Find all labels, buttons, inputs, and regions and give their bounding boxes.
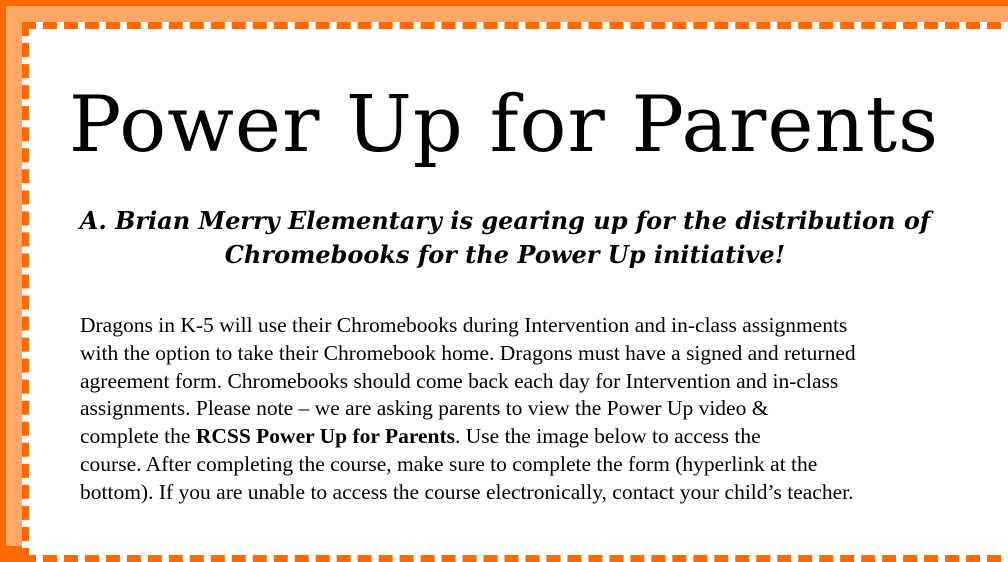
body-line-4: assignments. Please note – we are asking parents to view the Power Up video & xyxy=(80,396,769,421)
body-line-5-pre: complete the xyxy=(80,424,196,449)
subtitle xyxy=(60,204,950,272)
body-line-5-post: . Use the image below to access the xyxy=(455,424,761,449)
subtitle-line-2: Chromebooks for the Power Up initiative! xyxy=(224,240,786,269)
body-line-6: course. After completing the course, make sure to complete the form (hyperlink at the xyxy=(80,451,818,476)
body-paragraph xyxy=(80,312,960,507)
body-line-1: Dragons in K-5 will use their Chromebooks during Intervention and in-class assignments xyxy=(80,313,848,337)
body-line-2: with the option to take their Chromebook home. Dragons must have a signed and returned xyxy=(80,340,856,365)
body-line-3: agreement form. Chromebooks should come back each day for Intervention and in-class xyxy=(80,368,839,393)
subtitle-line-1: A. Brian Merry Elementary is gearing up for the distribution of xyxy=(79,206,931,235)
course-name: RCSS Power Up for Parents xyxy=(195,424,456,449)
page-title: Power Up for Parents xyxy=(68,80,940,170)
body-line-7: bottom). If you are unable to access the course electronically, contact your child’s teacher. xyxy=(80,479,854,504)
